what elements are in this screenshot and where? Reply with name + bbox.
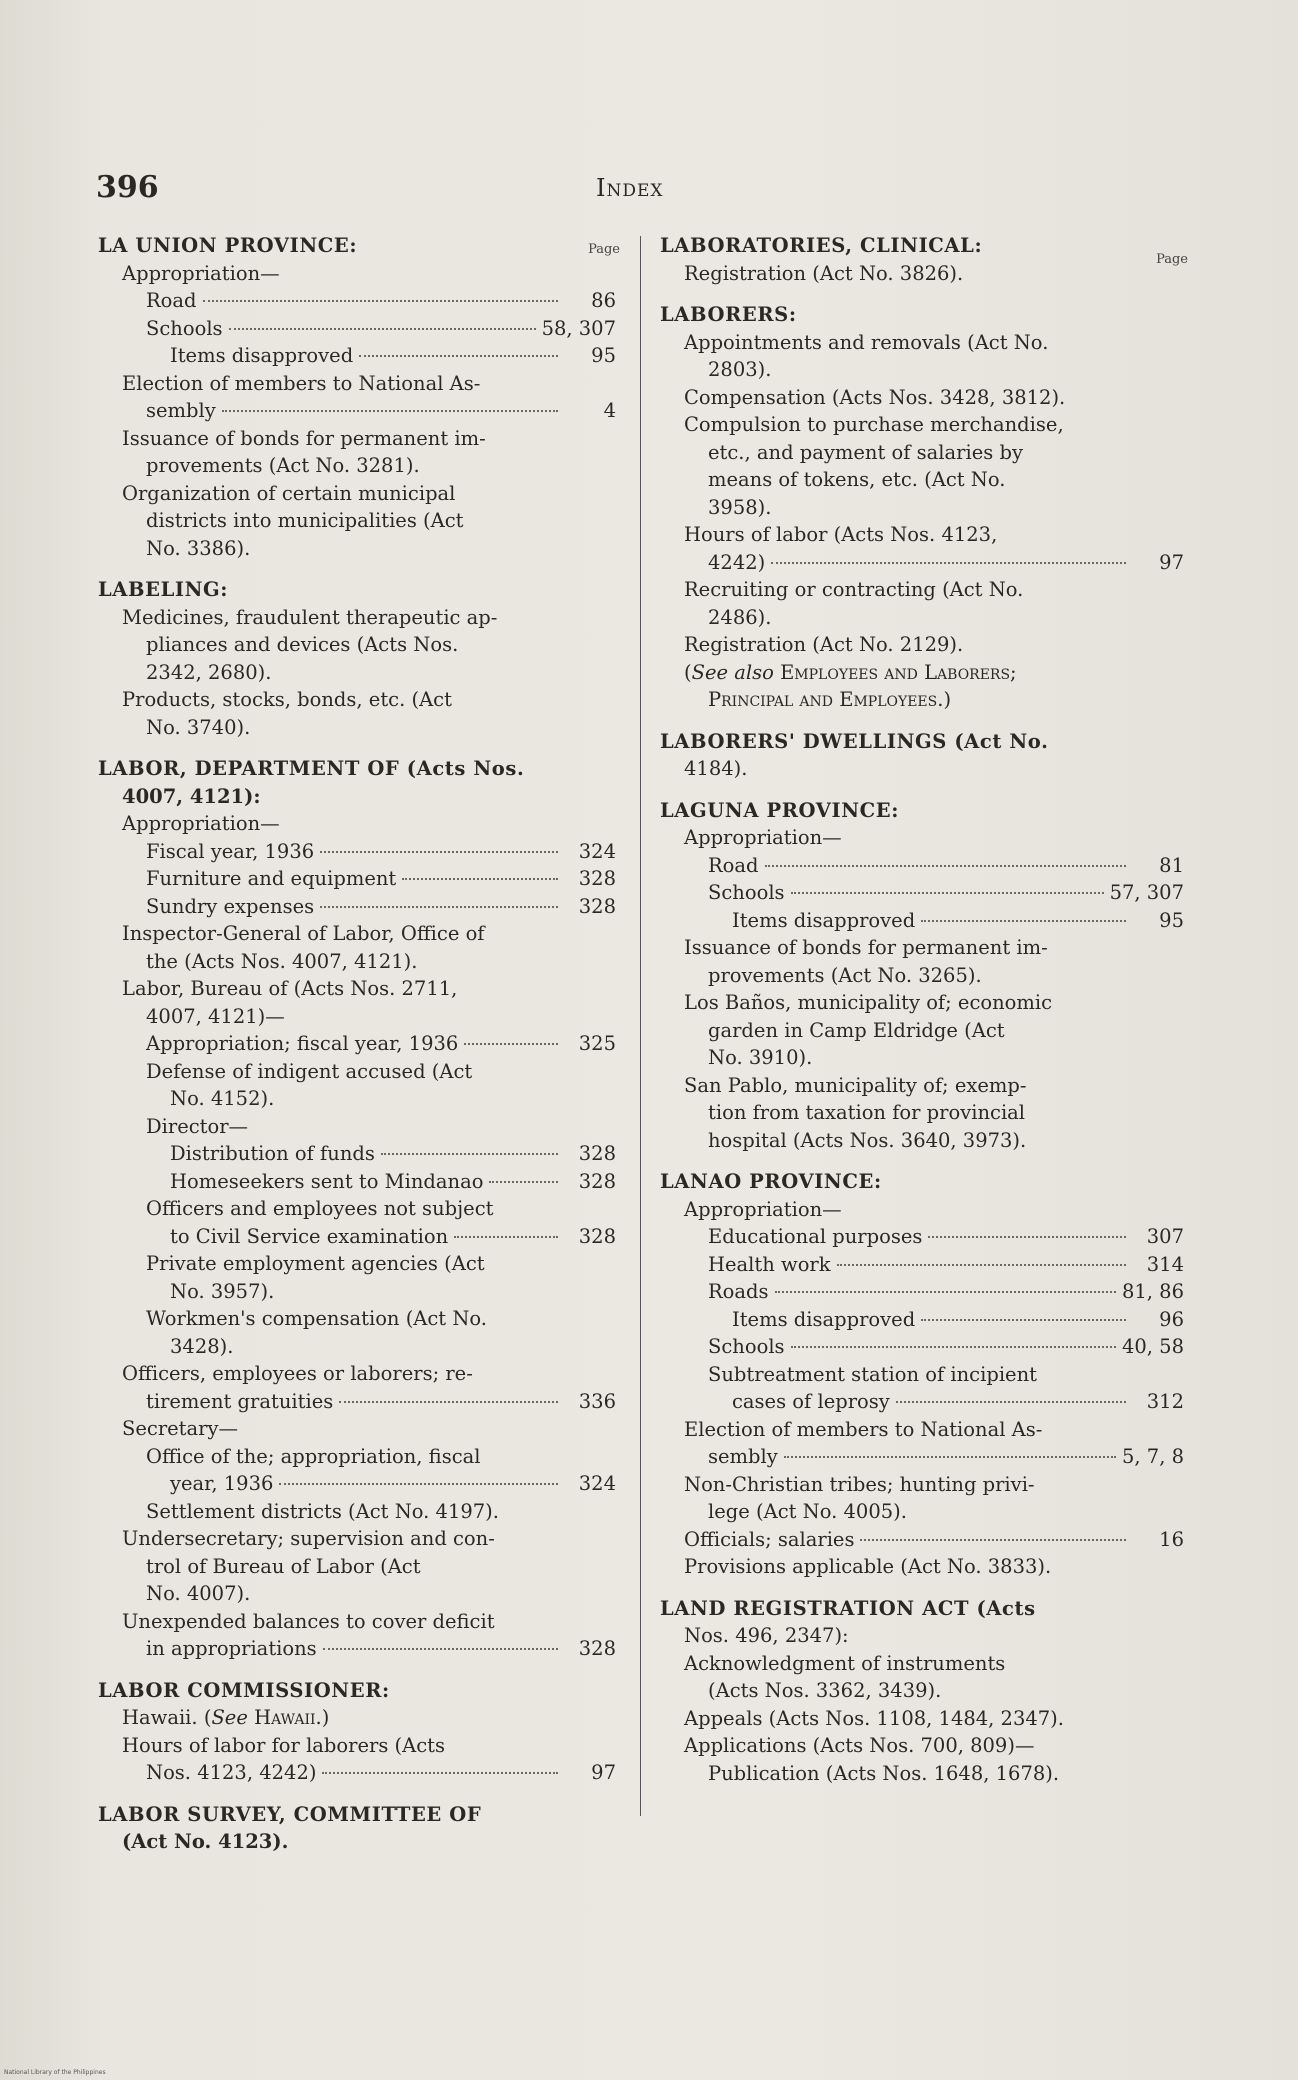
- subentry-cont: tion from taxation for provincial: [708, 1101, 1026, 1124]
- subentry-cont: 4007, 4121)—: [146, 1004, 285, 1028]
- subentry: Appropriation—: [684, 1197, 842, 1221]
- leader-dots: [359, 355, 558, 357]
- page-ref: 96: [1159, 1307, 1184, 1331]
- subentry-cont: lege (Act No. 4005).: [708, 1500, 907, 1523]
- subentry: Private employment agencies (Act: [146, 1252, 485, 1275]
- subentry: Recruiting or contracting (Act No.: [684, 578, 1024, 601]
- leader-dots: [791, 892, 1104, 894]
- entry-heading-laborers-dwellings: LABORERS' DWELLINGS (Act No.: [660, 729, 1049, 753]
- subentry-cont: hospital (Acts Nos. 3640, 3973).: [708, 1128, 1027, 1152]
- page-column-label: Page: [1156, 252, 1188, 267]
- subentry-cont: (Act No. 4123).: [122, 1830, 289, 1853]
- page-ref: 328: [578, 867, 616, 890]
- index-row: [660, 879, 1184, 907]
- row-text: Items disapproved: [732, 908, 916, 932]
- subentry: Non-Christian tribes; hunting privi-: [684, 1472, 1035, 1496]
- leader-dots: [896, 1401, 1126, 1403]
- row-text: Roads: [708, 1280, 769, 1303]
- page-ref: 324: [578, 839, 616, 863]
- index-row: [98, 397, 616, 425]
- subentry: Hours of labor (Acts Nos. 4123,: [684, 523, 998, 546]
- left-column: [98, 232, 620, 1856]
- subentry-cont: provements (Act No. 3265).: [708, 963, 982, 987]
- entry-heading-lanao: LANAO PROVINCE:: [660, 1170, 882, 1193]
- page-ref: 325: [578, 1032, 616, 1055]
- row-text: Sundry expenses: [146, 894, 315, 918]
- index-row: [98, 342, 616, 370]
- leader-dots: [784, 1456, 1116, 1458]
- subentry: Workmen's compensation (Act No.: [146, 1307, 487, 1330]
- row-text: Appropriation; fiscal year, 1936: [146, 1032, 459, 1055]
- row-text: Nos. 4123, 4242): [146, 1761, 317, 1784]
- see-reference: See: [211, 1706, 248, 1729]
- leader-dots: [860, 1539, 1126, 1541]
- subentry: Office of the; appropriation, fiscal: [146, 1444, 481, 1468]
- page-column-label: Page: [588, 242, 620, 257]
- page-ref: 86: [591, 289, 616, 312]
- index-row: [98, 1030, 616, 1058]
- subentry-cont: 4184).: [684, 757, 748, 780]
- index-row: [660, 1251, 1184, 1279]
- page-ref: 324: [578, 1472, 616, 1495]
- entry-heading-laboratories: LABORATORIES, CLINICAL:: [660, 234, 983, 257]
- subentry: Provisions applicable (Act No. 3833).: [684, 1555, 1052, 1578]
- see-reference: See also: [691, 660, 774, 684]
- subentry: Secretary—: [122, 1417, 238, 1440]
- see-also-reference: [660, 659, 1184, 687]
- leader-dots: [339, 1401, 558, 1403]
- subentry-cont: 2803).: [708, 358, 772, 381]
- subentry-cont: the (Acts Nos. 4007, 4121).: [146, 949, 418, 973]
- subentry: Organization of certain municipal: [122, 481, 456, 505]
- subentry: Products, stocks, bonds, etc. (Act: [122, 688, 452, 711]
- subentry-cont: 3958).: [708, 495, 772, 519]
- index-row: [98, 838, 616, 866]
- page-ref: 328: [578, 1142, 616, 1165]
- leader-dots: [928, 1236, 1126, 1238]
- subentry-cont: No. 3910).: [708, 1046, 813, 1069]
- row-text: in appropriations: [146, 1637, 317, 1660]
- page-ref: 81, 86: [1121, 1280, 1184, 1303]
- page-ref: 5, 7, 8: [1121, 1445, 1184, 1468]
- row-text: Distribution of funds: [170, 1142, 375, 1165]
- subentry-cont: 4007, 4121):: [122, 784, 261, 808]
- index-row: [660, 1278, 1184, 1306]
- leader-dots: [775, 1291, 1116, 1293]
- leader-dots: [921, 1319, 1126, 1321]
- row-text: Officials; salaries: [684, 1527, 855, 1551]
- page-ref: 328: [578, 1224, 616, 1248]
- subentry-cont: pliances and devices (Acts Nos.: [146, 633, 459, 656]
- subentry: Issuance of bonds for permanent im-: [684, 936, 1048, 959]
- index-row: [660, 852, 1184, 880]
- index-row: [98, 1388, 616, 1416]
- row-text: Fiscal year, 1936: [146, 839, 315, 863]
- page-ref: 312: [1146, 1390, 1184, 1413]
- entry-heading-labor-survey: LABOR SURVEY, COMMITTEE OF: [98, 1802, 482, 1826]
- page-ref: 16: [1159, 1527, 1184, 1551]
- index-row: [660, 1443, 1184, 1471]
- row-text: Educational purposes: [708, 1225, 923, 1248]
- subentry: Unexpended balances to cover deficit: [122, 1609, 495, 1633]
- index-row: [660, 549, 1184, 577]
- leader-dots: [454, 1236, 558, 1238]
- subentry-cont: 2342, 2680).: [146, 660, 272, 684]
- row-text: Schools: [708, 1335, 785, 1358]
- subentry-cont: means of tokens, etc. (Act No.: [708, 468, 1006, 491]
- subentry: Appointments and removals (Act No.: [684, 330, 1049, 354]
- index-row: [98, 1759, 616, 1787]
- page-ref: 95: [591, 344, 616, 367]
- subentry: Medicines, fraudulent therapeutic ap-: [122, 605, 498, 629]
- row-text: Road: [708, 853, 759, 877]
- subentry-cont: Publication (Acts Nos. 1648, 1678).: [708, 1761, 1060, 1785]
- entry-heading-labor-department: LABOR, DEPARTMENT OF (Acts Nos.: [98, 757, 525, 780]
- page-ref: 58, 307: [541, 316, 616, 340]
- index-row: [98, 893, 616, 921]
- page-ref: 81: [1159, 853, 1184, 877]
- cross-reference: Hawaii: [254, 1706, 316, 1729]
- leader-dots: [279, 1483, 558, 1485]
- page-ref: 328: [578, 1637, 616, 1660]
- subentry: Election of members to National As-: [684, 1417, 1043, 1441]
- text: .): [315, 1706, 330, 1729]
- leader-dots: [765, 865, 1126, 867]
- index-row: [660, 1223, 1184, 1251]
- subentry-cont: garden in Camp Eldridge (Act: [708, 1018, 1005, 1042]
- entry-heading-labor-commissioner: LABOR COMMISSIONER:: [98, 1678, 390, 1702]
- subentry: Applications (Acts Nos. 700, 809)—: [684, 1734, 1035, 1757]
- leader-dots: [791, 1346, 1116, 1348]
- row-text: Road: [146, 289, 197, 312]
- subentry: Officers, employees or laborers; re-: [122, 1362, 473, 1385]
- page-ref: 328: [578, 894, 616, 918]
- entry-heading-land-registration: LAND REGISTRATION ACT (Acts: [660, 1596, 1036, 1620]
- leader-dots: [229, 328, 536, 330]
- subentry-cont: (Acts Nos. 3362, 3439).: [708, 1679, 942, 1702]
- leader-dots: [771, 562, 1126, 564]
- cross-reference: Employees and Laborers;: [780, 660, 1017, 684]
- index-row: [98, 865, 616, 893]
- subentry: Appropriation—: [122, 261, 280, 285]
- row-text: sembly: [708, 1445, 778, 1468]
- page-ref: 4: [603, 399, 616, 422]
- leader-dots: [402, 878, 558, 880]
- right-column: [660, 232, 1188, 1787]
- page-ref: 57, 307: [1109, 881, 1184, 904]
- subentry-hawaii: [98, 1704, 616, 1732]
- index-row: [660, 1526, 1184, 1554]
- index-row: [98, 1168, 616, 1196]
- library-credit: National Library of the Philippines: [4, 2069, 106, 2076]
- subentry: Compulsion to purchase merchandise,: [684, 413, 1064, 436]
- subentry-cont: 3428).: [170, 1334, 234, 1358]
- page-ref: 336: [578, 1389, 616, 1413]
- entry-heading-laguna: LAGUNA PROVINCE:: [660, 798, 900, 822]
- row-text: Homeseekers sent to Mindanao: [170, 1169, 484, 1193]
- leader-dots: [489, 1181, 558, 1183]
- column-divider: [640, 236, 641, 1816]
- row-text: to Civil Service examination: [170, 1224, 449, 1248]
- leader-dots: [320, 851, 558, 853]
- subentry: Los Baños, municipality of; economic: [684, 991, 1053, 1014]
- index-row: [660, 1333, 1184, 1361]
- leader-dots: [322, 1772, 558, 1774]
- running-head: [96, 170, 1216, 210]
- row-text: sembly: [146, 399, 216, 422]
- page-number: 396: [96, 170, 159, 205]
- entry-heading-la-union: LA UNION PROVINCE:: [98, 234, 358, 257]
- cross-reference: Principal and Employees.): [708, 688, 952, 711]
- running-title: Index: [596, 174, 664, 202]
- row-text: year, 1936: [170, 1472, 274, 1495]
- leader-dots: [222, 410, 558, 412]
- subentry: Defense of indigent accused (Act: [146, 1059, 473, 1083]
- row-text: Schools: [146, 316, 223, 340]
- subentry: Acknowledgment of instruments: [684, 1651, 1006, 1675]
- leader-dots: [381, 1153, 558, 1155]
- subentry: Compensation (Acts Nos. 3428, 3812).: [684, 385, 1066, 409]
- page-ref: 97: [591, 1761, 616, 1784]
- leader-dots: [921, 920, 1126, 922]
- subentry-cont: No. 3740).: [146, 715, 251, 739]
- leader-dots: [837, 1264, 1126, 1266]
- subentry: Registration (Act No. 3826).: [684, 261, 964, 285]
- index-row: [98, 1470, 616, 1498]
- text: Hawaii. (: [122, 1706, 212, 1729]
- subentry-cont: provements (Act No. 3281).: [146, 454, 420, 477]
- index-row: [660, 907, 1184, 935]
- row-text: cases of leprosy: [732, 1390, 890, 1413]
- subentry: Appropriation—: [122, 812, 280, 835]
- row-text: Health work: [708, 1252, 831, 1276]
- page-ref: 314: [1146, 1252, 1184, 1276]
- subentry-cont: No. 3957).: [170, 1279, 275, 1303]
- subentry: Director—: [146, 1114, 249, 1138]
- index-row: [98, 1635, 616, 1663]
- subentry: Labor, Bureau of (Acts Nos. 2711,: [122, 977, 458, 1000]
- row-text: Schools: [708, 881, 785, 904]
- row-text: tirement gratuities: [146, 1389, 334, 1413]
- subentry: Officers and employees not subject: [146, 1197, 494, 1220]
- index-row: [660, 1306, 1184, 1334]
- subentry: Appeals (Acts Nos. 1108, 1484, 2347).: [684, 1706, 1064, 1730]
- subentry-cont: 2486).: [708, 605, 772, 629]
- subentry-cont: etc., and payment of salaries by: [708, 440, 1023, 464]
- subentry-cont: No. 4152).: [170, 1087, 275, 1110]
- page-ref: 328: [578, 1169, 616, 1193]
- subentry: San Pablo, municipality of; exemp-: [684, 1073, 1027, 1097]
- leader-dots: [320, 906, 558, 908]
- leader-dots: [203, 300, 558, 302]
- index-row: [98, 315, 616, 343]
- leader-dots: [464, 1043, 558, 1045]
- subentry: Hours of labor for laborers (Acts: [122, 1733, 445, 1757]
- subentry-cont: districts into municipalities (Act: [146, 509, 464, 532]
- subentry: Subtreatment station of incipient: [708, 1362, 1037, 1386]
- subentry: Issuance of bonds for permanent im-: [122, 426, 486, 450]
- text: (: [684, 660, 692, 684]
- index-row: [98, 1140, 616, 1168]
- page-ref: 307: [1146, 1225, 1184, 1248]
- subentry: Inspector-General of Labor, Office of: [122, 922, 485, 945]
- index-row: [98, 287, 616, 315]
- subentry-cont: trol of Bureau of Labor (Act: [146, 1554, 421, 1578]
- subentry: Undersecretary; supervision and con-: [122, 1527, 495, 1550]
- entry-heading-laborers: LABORERS:: [660, 303, 797, 326]
- page-ref: 97: [1159, 550, 1184, 574]
- subentry: Election of members to National As-: [122, 371, 481, 395]
- subentry: Registration (Act No. 2129).: [684, 633, 964, 656]
- row-text: Furniture and equipment: [146, 867, 397, 890]
- entry-heading-labeling: LABELING:: [98, 578, 229, 601]
- index-row: [660, 1388, 1184, 1416]
- index-row: [98, 1223, 616, 1251]
- subentry-cont: No. 3386).: [146, 536, 251, 560]
- leader-dots: [323, 1648, 558, 1650]
- subentry-cont: No. 4007).: [146, 1582, 251, 1605]
- row-text: Items disapproved: [170, 344, 354, 367]
- subentry: Settlement districts (Act No. 4197).: [146, 1499, 499, 1523]
- page-ref: 95: [1159, 908, 1184, 932]
- subentry-cont: Nos. 496, 2347):: [684, 1624, 849, 1647]
- subentry: Appropriation—: [684, 826, 842, 849]
- row-text: 4242): [708, 550, 766, 574]
- row-text: Items disapproved: [732, 1307, 916, 1331]
- page-ref: 40, 58: [1121, 1335, 1184, 1358]
